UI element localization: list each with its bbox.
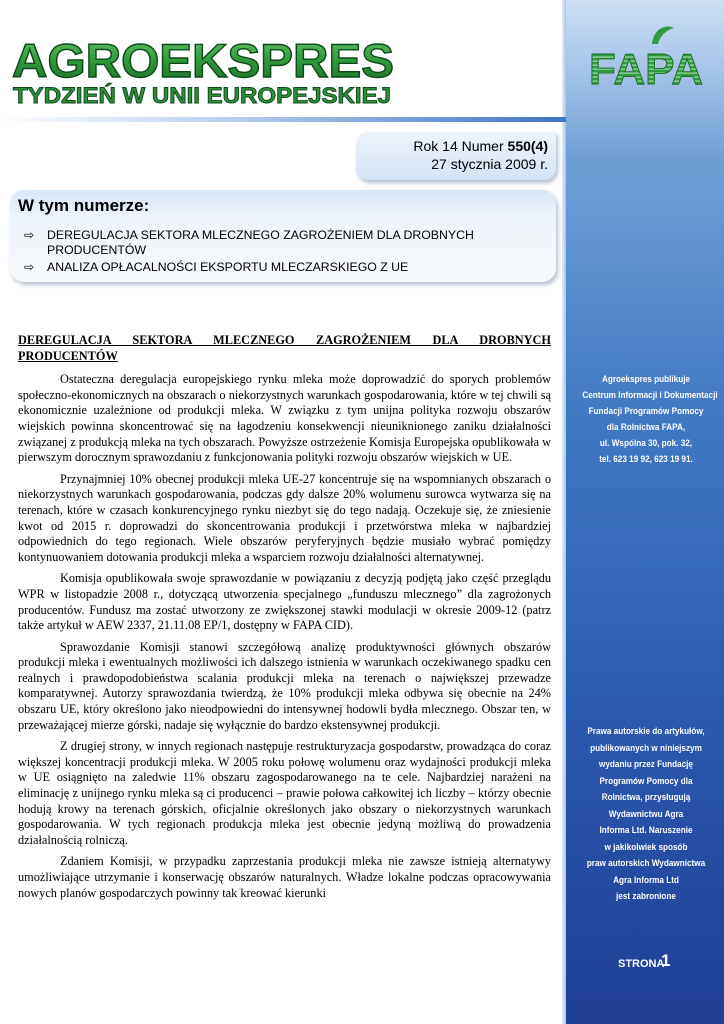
contents-item-label: ANALIZA OPŁACALNOŚCI EKSPORTU MLECZARSKIEGO Z UE <box>47 260 409 274</box>
publisher-info-line: Fundacji Programów Pomocy <box>588 406 704 417</box>
copyright-line: Wydawnictwu Agra <box>608 808 684 820</box>
copyright-line: wydaniu przez Fundację <box>599 759 693 770</box>
masthead-title <box>10 34 396 84</box>
publisher-info-line: Centrum Informacji i Dokumentacji <box>582 390 718 401</box>
article-title: DEREGULACJA SEKTORA MLECZNEGO ZAGROŻENIEM DLA DROBNYCH PRODUCENTÓW <box>18 333 551 363</box>
arrow-right-icon: ⇨ <box>24 260 35 274</box>
contents-item[interactable] <box>24 260 544 275</box>
contents-title: W tym numerze: <box>18 196 150 215</box>
copyright-line: Programów Pomocy dla <box>599 775 693 787</box>
arrow-right-icon: ⇨ <box>24 228 35 242</box>
article-paragraph: Z drugiej strony, w innych regionach następuje restrukturyzacja gospodarstw, prowadząca do coraz większej koncentracji produkcji mleka. W 2005 roku połowę wolumenu oraz wydajności produkcji mleka w UE osiągnięto na zaledwie 11% obszaru zagospodarowanego na te cele. Najbardziej narażeni na eliminację z unijnego rynku mleka są ci producenci – prawie połowa całkowitej ich liczby – którzy obecnie hodują krowy na terenach górskich, oficjalnie określonych jako obszary o niekorzystnych warunkach gospodarowania. W tych regionach produkcja mleka jest obecnie jedyną możliwą do prowadzenia działalnością rolniczą. <box>18 739 551 847</box>
article-paragraph: Przynajmniej 10% obecnej produkcji mleka UE-27 koncentruje się na wspomnianych obszarach o niekorzystnych warunkach gospodarowania, podczas gdy dalsze 20% wolumenu surowca wytwarza się na terenach, które w czasach konkurencyjnego rynku niezbyt się do tego nadają. Oczekuje się, że zniesienie kwot od 2015 r. doprowadzi do skoncentrowania produkcji i przetwórstwa mleka w najbardziej odpowiednich do tego regionach. Wiele obszarów peryferyjnych będzie musiało wybrać pomiędzy kontynuowaniem dotowania produkcji mleka a wsparciem rozwoju działalności alternatywnej. <box>18 471 551 564</box>
copyright-line: w jakikolwiek sposób <box>604 841 688 853</box>
article-paragraph: Sprawozdanie Komisji stanowi szczegółową analizę produktywności głównych obszarów produkcji mleka i ewentualnych możliwości ich dalszego istnienia w warunkach oczekiwanego spadku cen realnych i prawdopodobieństwa scalania produkcji mleka na terenach o największej przewadze komparatywnej. Autorzy sprawozdania twierdzą, że 10% produkcji mleka odbywa się obecnie na 24% obszaru UE, który określono jako nieodpowiedni do intensywnej hodowli bydła mlecznego. Obszar ten, w przeważającej mierze górski, nadaje się wyłącznie do bardzo ekstensywnej produkcji. <box>18 639 551 732</box>
publisher-info-line: dla Rolnictwa FAPA, <box>606 422 686 433</box>
contents-box <box>10 190 556 282</box>
copyright-line: Rolnictwa, przysługują <box>601 792 691 803</box>
copyright-line: praw autorskich Wydawnictwa <box>586 858 706 869</box>
fapa-logo <box>582 22 710 100</box>
issue-number: 550(4) <box>507 138 548 154</box>
page-label: STRONA <box>618 958 665 970</box>
masthead-title-text: AGROEKSPRES <box>12 34 394 84</box>
copyright-line: Prawa autorskie do artykułów, <box>587 726 705 737</box>
masthead-subtitle <box>12 80 392 110</box>
contents-item-label: DEREGULACJA SEKTORA MLECZNEGO ZAGROŻENIEM DLA DROBNYCH PRODUCENTÓW <box>47 228 474 257</box>
publisher-info-line: Agroekspres publikuje <box>601 374 691 385</box>
article-paragraph: Ostateczna deregulacja europejskiego rynku mleka może doprowadzić do sporych problemów społeczno-ekonomicznych na obszarach o niekorzystnych warunkach gospodarowania, które w tej chwili są ekonomicznie uzależnione od produkcji mleka. W związku z tym unijna polityka rozwoju obszarów wiejskich powinna skoncentrować się na łagodzeniu konsekwencji nieuniknionego zaniku działalności związanej z produkcją mleka na tych obszarach. Powyższe ostrzeżenie Komisja Europejska opublikowała w pierwszym dorocznym sprawozdaniu z funkcjonowania polityki rozwoju obszarów wiejskich w UE. <box>18 372 552 465</box>
copyright-line: jest zabronione <box>616 891 676 902</box>
publisher-info-line: ul. Wspólna 30, pok. 32, <box>599 438 693 449</box>
article-paragraph: Zdaniem Komisji, w przypadku zaprzestania produkcji mleka nie zawsze istnieją alternatywy umożliwiające utrzymanie i konserwację obszarów naturalnych. Władze lokalne podczas opracowywania nowych planów gospodarczych powinny tak kreować kierunki <box>18 854 551 900</box>
copyright-line: Agra Informa Ltd <box>613 874 679 886</box>
issue-number-prefix: Rok 14 Numer <box>413 138 508 154</box>
issue-info-box <box>356 132 556 180</box>
page-number: 1 <box>661 951 671 970</box>
issue-date: 27 stycznia 2009 r. <box>431 156 548 172</box>
copyright-line: publikowanych w niniejszym <box>590 742 702 754</box>
fapa-logo-text: FAPA <box>588 45 704 94</box>
article <box>18 333 551 907</box>
issue-number-line <box>413 138 548 154</box>
masthead-rule <box>0 117 566 122</box>
article-paragraph: Komisja opublikowała swoje sprawozdanie w powiązaniu z decyzją podjętą jako część przeglądu WPR w listopadzie 2008 r., dotyczącą utworzenia specjalnego „funduszu mlecznego” dla zagrożonych producentów. Fundusz ma zostać utworzony ze zwiększonej stawki modulacji w okresie 2009-12 (patrz także artykuł w AEW 2337, 21.11.08 EP/1, dostępny w FAPA CID). <box>18 571 551 633</box>
copyright-notice <box>582 724 709 906</box>
publisher-info <box>582 372 718 468</box>
masthead-subtitle-text: TYDZIEŃ W UNII EUROPEJSKIEJ <box>13 83 391 108</box>
contents-item[interactable] <box>24 228 544 258</box>
copyright-line: Informa Ltd. Naruszenie <box>599 825 693 836</box>
publisher-info-line: tel. 623 19 92, 623 19 91. <box>599 454 693 465</box>
